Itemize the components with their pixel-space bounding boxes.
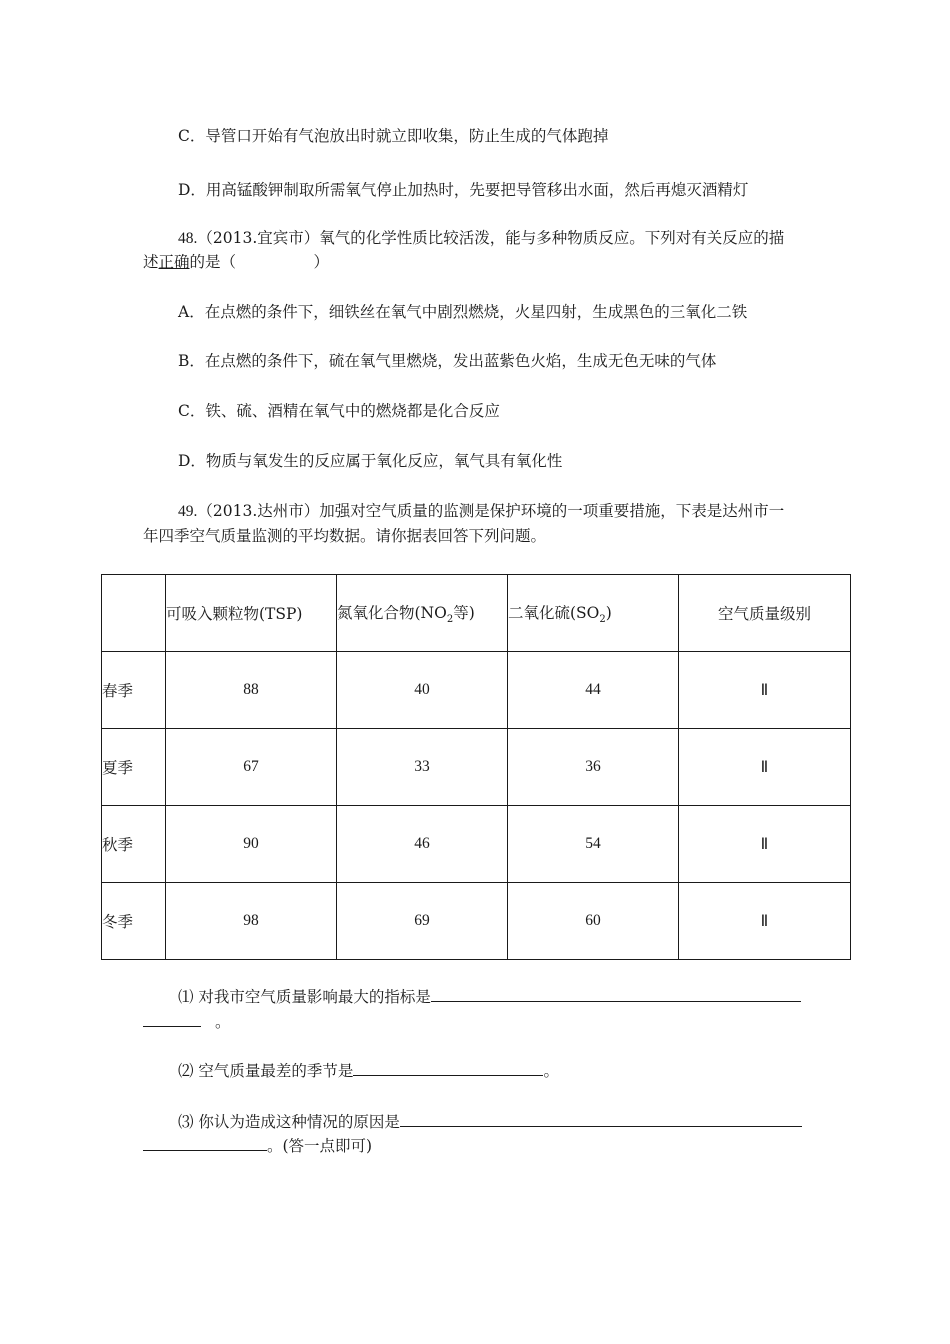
q48-text-line2-start: 述: [143, 253, 159, 271]
answer-blank-3a[interactable]: [400, 1110, 802, 1127]
no2-cell: 40: [337, 652, 508, 729]
q49-sub2-end: 。: [543, 1062, 559, 1080]
header-so2: [508, 575, 679, 652]
q49-sub3-line2: [143, 1134, 372, 1157]
header-so2-text: 二氧化硫(SO: [508, 603, 600, 622]
q48-stem-line2: [143, 251, 329, 273]
no2-cell: 33: [337, 729, 508, 806]
season-cell: 夏季: [102, 729, 166, 806]
so2-cell: 44: [508, 652, 679, 729]
q49-sub1-label: ⑴ 对我市空气质量影响最大的指标是: [178, 988, 431, 1006]
q49-sub1-line2: [143, 1010, 231, 1033]
q48-source: （2013.宜宾市）: [197, 229, 320, 247]
season-cell: 冬季: [102, 883, 166, 960]
q49-sub2-label: ⑵ 空气质量最差的季节是: [178, 1062, 354, 1080]
q48-option-b: B．在点燃的条件下，硫在氧气里燃烧，发出蓝紫色火焰，生成无色无味的气体: [178, 352, 717, 370]
header-empty-cell: [102, 575, 166, 652]
no2-cell: 69: [337, 883, 508, 960]
q49-text-line1: 加强对空气质量的监测是保护环境的一项重要措施，下表是达州市一: [319, 502, 785, 520]
level-cell: Ⅱ: [679, 806, 851, 883]
header-no2-subscript: 2: [446, 614, 454, 626]
answer-blank-2[interactable]: [353, 1059, 543, 1076]
header-no2: [337, 575, 508, 652]
no2-cell: 46: [337, 806, 508, 883]
answer-blank-1a[interactable]: [431, 985, 801, 1002]
q49-sub3-label: ⑶ 你认为造成这种情况的原因是: [178, 1113, 400, 1131]
season-cell: 春季: [102, 652, 166, 729]
air-quality-table: [101, 574, 851, 960]
level-cell: Ⅱ: [679, 883, 851, 960]
header-so2-subscript: 2: [599, 614, 606, 626]
tsp-cell: 90: [166, 806, 337, 883]
q47-option-c: C．导管口开始有气泡放出时就立即收集，防止生成的气体跑掉: [178, 127, 609, 145]
answer-blank-1b[interactable]: [143, 1010, 201, 1027]
q49-number: 49.: [178, 503, 198, 520]
q48-option-c: C．铁、硫、酒精在氧气中的燃烧都是化合反应: [178, 402, 500, 420]
q49-sub1-end: 。: [215, 1013, 231, 1031]
header-so2-suffix: ): [605, 603, 612, 622]
q49-stem-line2: 年四季空气质量监测的平均数据。请你据表回答下列问题。: [143, 527, 547, 545]
level-cell: Ⅱ: [679, 729, 851, 806]
q49-sub3-end: 。(答一点即可): [267, 1137, 373, 1155]
so2-cell: 36: [508, 729, 679, 806]
table-row: [102, 806, 851, 883]
q48-text-line1: 氧气的化学性质比较活泼，能与多种物质反应。下列对有关反应的描: [319, 229, 785, 247]
q49-source: （2013.达州市）: [197, 502, 320, 520]
q49-sub3-line1: [178, 1110, 802, 1133]
tsp-cell: 98: [166, 883, 337, 960]
q48-underlined-word: 正确: [158, 253, 190, 271]
tsp-cell: 88: [166, 652, 337, 729]
header-no2-suffix: 等): [453, 603, 475, 622]
q48-option-a: A．在点燃的条件下，细铁丝在氧气中剧烈燃烧，火星四射，生成黑色的三氧化二铁: [178, 303, 748, 321]
table-row: [102, 652, 851, 729]
answer-blank-3b[interactable]: [143, 1134, 267, 1151]
header-tsp: 可吸入颗粒物(TSP): [166, 575, 337, 652]
q48-text-line2-end: 的是（ ）: [189, 253, 330, 271]
q49-stem-line1: [178, 500, 784, 523]
so2-cell: 54: [508, 806, 679, 883]
table-row: [102, 883, 851, 960]
so2-cell: 60: [508, 883, 679, 960]
header-level: 空气质量级别: [679, 575, 851, 652]
level-cell: Ⅱ: [679, 652, 851, 729]
q48-number: 48.: [178, 230, 198, 247]
q48-stem-line1: [178, 227, 784, 250]
season-cell: 秋季: [102, 806, 166, 883]
q49-sub1-line1: [178, 985, 801, 1008]
table-row: [102, 729, 851, 806]
table-header-row: [102, 575, 851, 652]
tsp-cell: 67: [166, 729, 337, 806]
q47-option-d: D．用高锰酸钾制取所需氧气停止加热时，先要把导管移出水面，然后再熄灭酒精灯: [178, 181, 749, 199]
q48-option-d: D．物质与氧发生的反应属于氧化反应，氧气具有氧化性: [178, 452, 563, 470]
header-no2-text: 氮氧化合物(NO: [337, 603, 447, 622]
q49-sub2-line: [178, 1059, 559, 1082]
